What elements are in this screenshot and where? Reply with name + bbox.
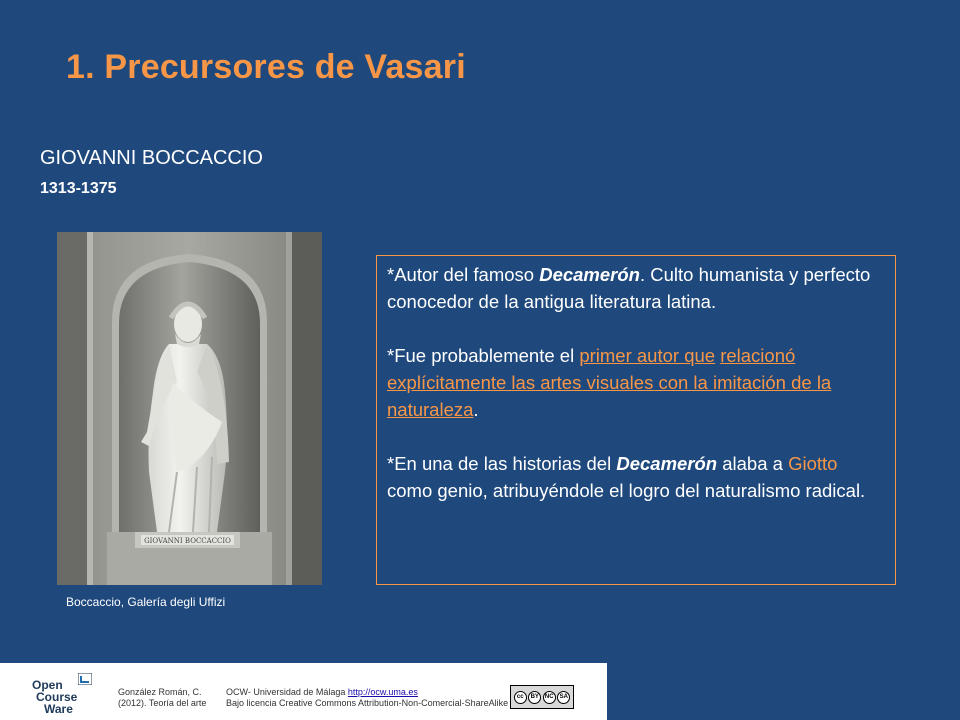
license-line2: Bajo licencia Creative Commons Attribution-Non-Comercial-ShareAlike [226, 698, 509, 708]
subject-dates: 1313-1375 [40, 180, 117, 197]
paragraph-author [387, 261, 885, 315]
image-caption: Boccaccio, Galería degli Uffizi [66, 595, 226, 609]
cc-license-badge[interactable] [510, 685, 574, 709]
ocw-logo-line1: Open [32, 678, 63, 692]
license-line1: OCW- Universidad de Málaga [226, 687, 348, 697]
by-icon: BY [528, 691, 541, 704]
link-primer-autor[interactable]: primer autor que [579, 345, 716, 366]
giotto-highlight: Giotto [788, 453, 838, 474]
p3-text-c: como genio, atribuyéndole el logro del naturalismo radical. [387, 480, 866, 501]
p1-text-b: . Culto humanista y perfecto conocedor de la antigua literatura latina. [387, 264, 871, 312]
ocw-mark-icon [78, 673, 92, 685]
author-line2: (2012). Teoría del arte [118, 698, 207, 708]
nc-icon: NC [543, 691, 556, 704]
paragraph-first-author [387, 342, 885, 423]
statue-photo [57, 232, 322, 585]
footer-author [118, 687, 206, 709]
subject-name: GIOVANNI BOCCACCIO [40, 147, 263, 169]
p3-text-b: alaba a [717, 453, 789, 474]
ocw-logo-line3: Ware [44, 702, 73, 716]
slide-title: 1. Precursores de Vasari [66, 48, 466, 86]
p2-text-a: *Fue probablemente el [387, 345, 580, 366]
paragraph-giotto [387, 450, 885, 504]
ocw-logo [30, 671, 100, 715]
p3-text-a: *En una de las historias del [387, 453, 617, 474]
footer-bar [0, 663, 607, 720]
ocw-link[interactable]: http://ocw.uma.es [347, 687, 418, 697]
sa-icon: SA [557, 691, 570, 704]
cc-icon: cc [514, 691, 527, 704]
statue-inscription: GIOVANNI BOCCACCIO [144, 537, 231, 545]
p2-text-b: . [473, 399, 479, 420]
footer-license [226, 687, 508, 709]
p1-text-a: *Autor del famoso [387, 264, 540, 285]
author-line1: González Román, C. [118, 687, 202, 697]
link-relaciono[interactable]: relacionó explícitamente las artes visuales con la imitación de la naturaleza [387, 345, 832, 420]
p1-emphasis: Decamerón [539, 264, 640, 285]
description-textbox [376, 255, 896, 585]
p3-emphasis: Decamerón [616, 453, 718, 474]
ocw-logo-line2: Course [36, 690, 78, 704]
